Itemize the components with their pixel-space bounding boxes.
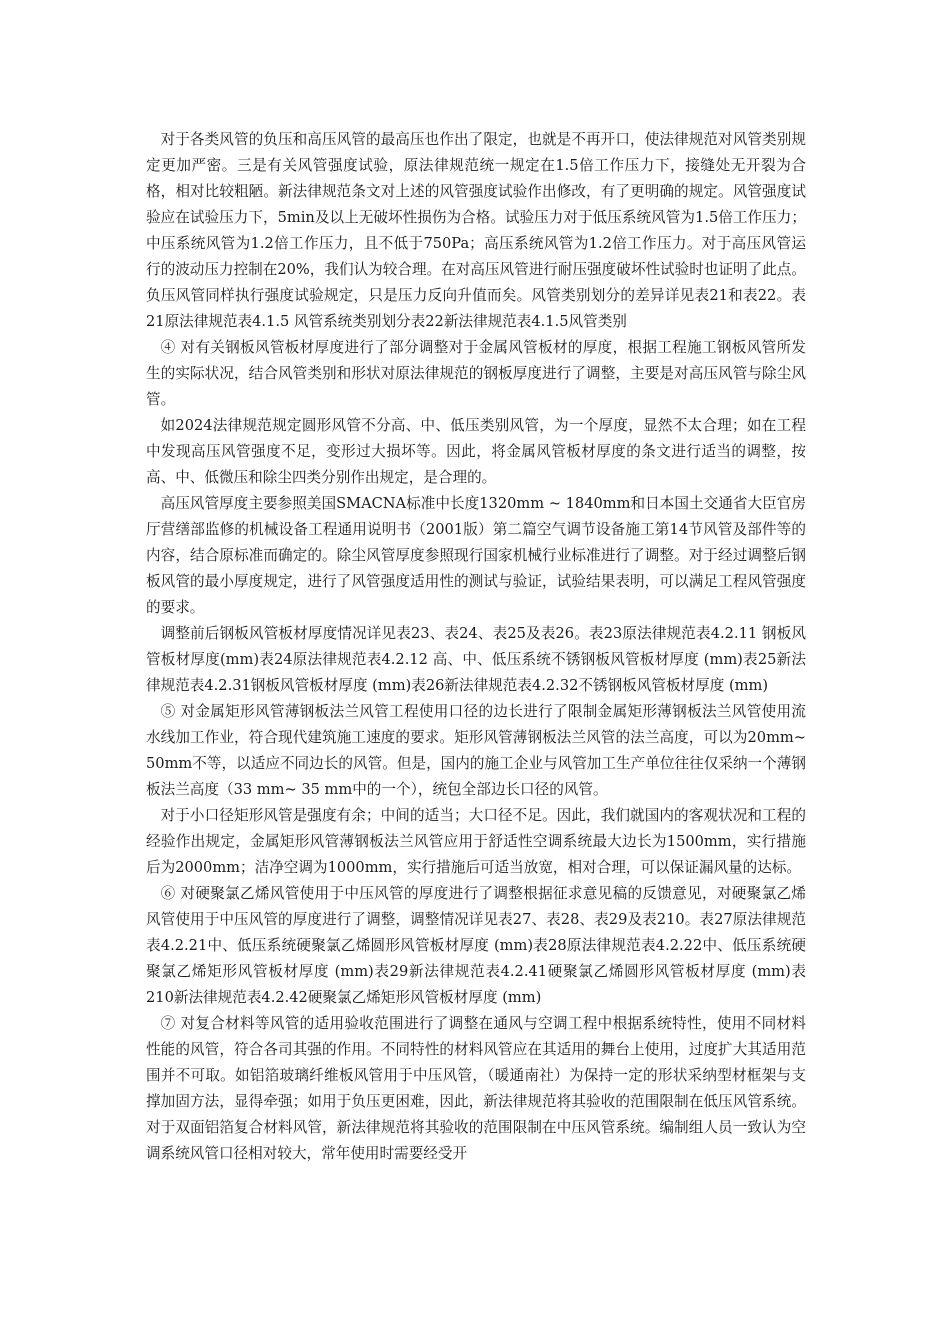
paragraph-5: 调整前后钢板风管板材厚度情况详见表23、表24、表25及表26。表23原法律规范表4.2.11 钢板风管板材厚度(mm)表24原法律规范表4.2.12 高、中、低压系统不锈钢板风管板材厚度 (mm)表25新法律规范表4.2.31钢板风管板材厚度 (mm)表26新法律规范表4.2.32不锈钢板风管板材厚度 (mm) bbox=[146, 625, 806, 694]
paragraph-8: ⑥ 对硬聚氯乙烯风管使用于中压风管的厚度进行了调整根据征求意见稿的反馈意见，对硬聚氯乙烯风管使用于中压风管的厚度进行了调整，调整情况详见表27、表28、表29及表210。表27原法律规范表4.2.21中、低压系统硬聚氯乙烯圆形风管板材厚度 (mm)表28原法律规范表4.2.22中、低压系统硬聚氯乙烯矩形风管板材厚度 (mm)表29新法律规范表4.2.41硬聚氯乙烯圆形风管板材厚度 (mm)表210新法律规范表4.2.42硬聚氯乙烯矩形风管板材厚度 (mm) bbox=[146, 885, 806, 1006]
paragraph-3: 如2024法律规范规定圆形风管不分高、中、低压类别风管，为一个厚度，显然不太合理；如在工程中发现高压风管强度不足，变形过大损坏等。因此，将金属风管板材厚度的条文进行适当的调整，按高、中、低微压和除尘四类分别作出规定，是合理的。 bbox=[146, 417, 806, 486]
document-body bbox=[146, 127, 806, 1167]
paragraph-9: ⑦ 对复合材料等风管的适用验收范围进行了调整在通风与空调工程中根据系统特性，使用不同材料性能的风管，符合各司其强的作用。不同特性的材料风管应在其适用的舞台上使用，过度扩大其适用范围并不可取。如铝箔玻璃纤维板风管用于中压风管，（暖通南社）为保持一定的形状采纳型材框架与支撑加固方法，显得牵强；如用于负压更困难，因此，新法律规范将其验收的范围限制在低压风管系统。对于双面铝箔复合材料风管，新法律规范将其验收的范围限制在中压风管系统。编制组人员一致认为空调系统风管口径相对较大，常年使用时需要经受开 bbox=[146, 1015, 806, 1162]
paragraph-4: 高压风管厚度主要参照美国SMACNA标准中长度1320mm ~ 1840mm和日本国土交通省大臣官房厅营缮部监修的机械设备工程通用说明书（2001版）第二篇空气调节设备施工第14节风管及部件等的内容，结合原标准而确定的。除尘风管厚度参照现行国家机械行业标准进行了调整。对于经过调整后钢板风管的最小厚度规定，进行了风管强度适用性的测试与验证，试验结果表明，可以满足工程风管强度的要求。 bbox=[146, 495, 806, 616]
paragraph-6: ⑤ 对金属矩形风管薄钢板法兰风管工程使用口径的边长进行了限制金属矩形薄钢板法兰风管使用流水线加工作业，符合现代建筑施工速度的要求。矩形风管薄钢板法兰风管的法兰高度，可以为20mm~ 50mm不等，以适应不同边长的风管。但是，国内的施工企业与风管加工生产单位往往仅采纳一个薄钢板法兰高度（33 mm~ 35 mm中的一个），统包全部边长口径的风管。 bbox=[146, 703, 806, 798]
paragraph-2: ④ 对有关钢板风管板材厚度进行了部分调整对于金属风管板材的厚度，根据工程施工钢板风管所发生的实际状况，结合风管类别和形状对原法律规范的钢板厚度进行了调整，主要是对高压风管与除尘风管。 bbox=[146, 339, 806, 408]
paragraph-7: 对于小口径矩形风管是强度有余；中间的适当；大口径不足。因此，我们就国内的客观状况和工程的经验作出规定，金属矩形风管薄钢板法兰风管应用于舒适性空调系统最大边长为1500mm，实行措施后为2000mm；洁净空调为1000mm，实行措施后可适当放宽，相对合理，可以保证漏风量的达标。 bbox=[146, 807, 806, 876]
paragraph-1: 对于各类风管的负压和高压风管的最高压也作出了限定，也就是不再开口，使法律规范对风管类别规定更加严密。三是有关风管强度试验，原法律规范统一规定在1.5倍工作压力下，接缝处无开裂为合格，相对比较粗陋。新法律规范条文对上述的风管强度试验作出修改，有了更明确的规定。风管强度试验应在试验压力下，5min及以上无破坏性损伤为合格。试验压力对于低压系统风管为1.5倍工作压力；中压系统风管为1.2倍工作压力，且不低于750Pa；高压系统风管为1.2倍工作压力。对于高压风管运行的波动压力控制在20%，我们认为较合理。在对高压风管进行耐压强度破坏性试验时也证明了此点。负压风管同样执行强度试验规定，只是压力反向升值而矣。风管类别划分的差异详见表21和表22。表21原法律规范表4.1.5 风管系统类别划分表22新法律规范表4.1.5风管类别 bbox=[146, 131, 806, 330]
